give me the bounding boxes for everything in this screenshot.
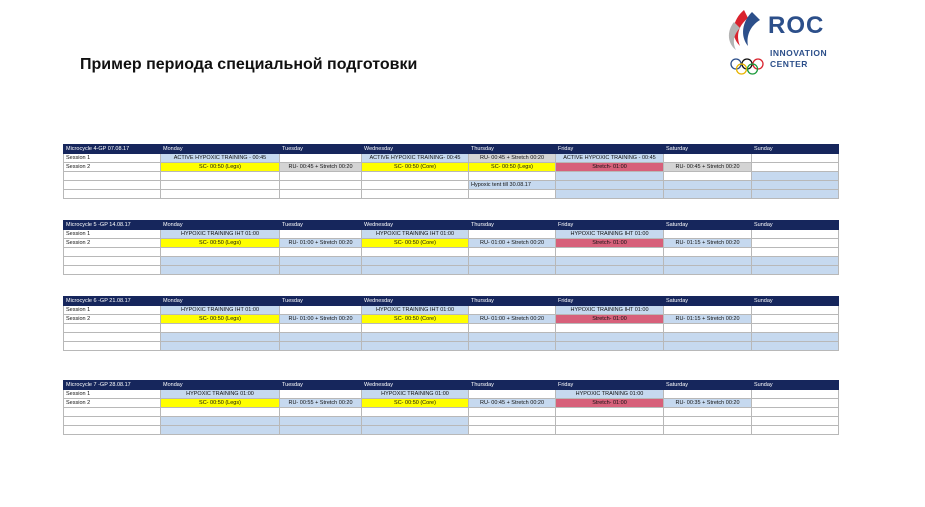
cell[interactable] [161, 181, 280, 190]
cell[interactable] [280, 324, 362, 333]
cell[interactable] [362, 248, 469, 257]
cell[interactable] [752, 257, 839, 266]
cell[interactable] [64, 324, 161, 333]
session-label[interactable]: Session 2 [64, 315, 161, 324]
cell[interactable]: HYPOXIC TRAINING 01:00 [362, 390, 469, 399]
cell[interactable] [469, 230, 556, 239]
cell[interactable] [362, 190, 469, 199]
cell[interactable] [280, 333, 362, 342]
cell[interactable] [362, 172, 469, 181]
cell[interactable]: SC- 00:50 (Core) [362, 163, 469, 172]
cell[interactable] [664, 181, 752, 190]
cell[interactable] [752, 324, 839, 333]
cell[interactable] [664, 266, 752, 275]
cell[interactable] [362, 417, 469, 426]
day-thursday[interactable]: Thursday [469, 145, 556, 154]
cell[interactable] [752, 239, 839, 248]
cell[interactable] [664, 426, 752, 435]
day-tuesday[interactable]: Tuesday [280, 297, 362, 306]
table-row [64, 230, 839, 239]
cell[interactable] [556, 342, 664, 351]
microcycle-label[interactable]: Microcycle 6 -GP 21.08.17 [64, 297, 161, 306]
cell[interactable]: ACTIVE HYPOXIC TRAINING - 00:45 [161, 154, 280, 163]
cell[interactable] [64, 408, 161, 417]
session-label[interactable]: Session 1 [64, 230, 161, 239]
table-row [64, 154, 839, 163]
table-row [64, 426, 839, 435]
microcycle-table-4 [63, 380, 839, 435]
day-tuesday[interactable]: Tuesday [280, 381, 362, 390]
cell[interactable]: RU- 00:45 + Stretch 00:20 [469, 154, 556, 163]
cell[interactable] [664, 408, 752, 417]
day-friday[interactable]: Friday [556, 145, 664, 154]
cell[interactable]: RU- 01:15 + Stretch 00:20 [664, 315, 752, 324]
table-row [64, 342, 839, 351]
cell[interactable] [64, 190, 161, 199]
cell[interactable] [469, 248, 556, 257]
session-label[interactable]: Session 2 [64, 239, 161, 248]
cell[interactable] [664, 257, 752, 266]
cell[interactable] [664, 390, 752, 399]
cell[interactable] [556, 257, 664, 266]
cell[interactable]: RU- 01:00 + Stretch 00:20 [469, 315, 556, 324]
cell[interactable] [161, 172, 280, 181]
day-saturday[interactable]: Saturday [664, 381, 752, 390]
microcycle-table-3 [63, 296, 839, 351]
day-saturday[interactable]: Saturday [664, 297, 752, 306]
day-wednesday[interactable]: Wednesday [362, 221, 469, 230]
table-row [64, 306, 839, 315]
day-sunday[interactable]: Sunday [752, 145, 839, 154]
cell[interactable]: SC- 00:50 (Core) [362, 399, 469, 408]
cell[interactable] [64, 342, 161, 351]
cell[interactable]: HYPOXIC TRAINING 01:00 [161, 390, 280, 399]
cell[interactable] [664, 190, 752, 199]
cell[interactable] [280, 390, 362, 399]
cell[interactable] [752, 333, 839, 342]
day-saturday[interactable]: Saturday [664, 221, 752, 230]
cell[interactable]: SC- 00:50 (Legs) [469, 163, 556, 172]
cell[interactable] [469, 324, 556, 333]
cell[interactable] [752, 408, 839, 417]
cell[interactable] [469, 390, 556, 399]
day-tuesday[interactable]: Tuesday [280, 145, 362, 154]
table-row [64, 408, 839, 417]
cell[interactable] [664, 417, 752, 426]
cell[interactable] [64, 426, 161, 435]
cell[interactable] [161, 408, 280, 417]
table-row [64, 248, 839, 257]
table-row [64, 390, 839, 399]
cell[interactable]: ACTIVE HYPOXIC TRAINING- 00:45 [362, 154, 469, 163]
cell[interactable]: HYPOXIC TRAINING IHT 01:00 [556, 230, 664, 239]
cell[interactable] [362, 181, 469, 190]
cell[interactable]: Stretch- 01:00 [556, 239, 664, 248]
cell[interactable] [161, 248, 280, 257]
microcycle-label[interactable]: Microcycle 4-GP 07.08.17 [64, 145, 161, 154]
cell[interactable]: RU- 00:55 + Stretch 00:20 [280, 399, 362, 408]
table-row [64, 239, 839, 248]
cell[interactable] [280, 230, 362, 239]
roc-logo [726, 6, 856, 78]
header-row [64, 381, 839, 390]
cell[interactable] [469, 172, 556, 181]
cell[interactable] [469, 190, 556, 199]
cell[interactable] [64, 417, 161, 426]
cell[interactable] [752, 399, 839, 408]
cell[interactable] [752, 342, 839, 351]
day-thursday[interactable]: Thursday [469, 297, 556, 306]
cell[interactable] [64, 172, 161, 181]
cell[interactable] [469, 426, 556, 435]
cell[interactable]: RU- 00:35 + Stretch 00:20 [664, 399, 752, 408]
cell[interactable]: Stretch- 01:00 [556, 315, 664, 324]
cell[interactable]: SC- 00:50 (Legs) [161, 163, 280, 172]
cell[interactable] [280, 306, 362, 315]
cell[interactable] [752, 248, 839, 257]
cell[interactable] [64, 257, 161, 266]
cell[interactable] [161, 257, 280, 266]
cell[interactable] [161, 333, 280, 342]
header-row [64, 221, 839, 230]
table-row [64, 190, 839, 199]
cell[interactable] [362, 324, 469, 333]
cell[interactable]: RU- 00:45 + Stretch 00:20 [280, 163, 362, 172]
microcycle-label[interactable]: Microcycle 7 -GP 28.08.17 [64, 381, 161, 390]
cell[interactable] [362, 333, 469, 342]
cell[interactable]: RU- 01:15 + Stretch 00:20 [664, 239, 752, 248]
header-row [64, 145, 839, 154]
day-monday[interactable]: Monday [161, 145, 280, 154]
cell[interactable] [469, 417, 556, 426]
cell[interactable]: HYPOXIC TRAINING IHT 01:00 [362, 306, 469, 315]
cell[interactable] [752, 426, 839, 435]
day-monday[interactable]: Monday [161, 221, 280, 230]
cell[interactable]: RU- 01:00 + Stretch 00:20 [469, 239, 556, 248]
cell[interactable] [280, 154, 362, 163]
cell[interactable] [752, 172, 839, 181]
cell[interactable] [556, 248, 664, 257]
cell[interactable] [664, 172, 752, 181]
cell[interactable] [752, 154, 839, 163]
cell[interactable] [752, 266, 839, 275]
cell[interactable]: HYPOXIC TRAINING 01:00 [556, 390, 664, 399]
cell[interactable] [664, 154, 752, 163]
table-row [64, 257, 839, 266]
cell[interactable] [362, 257, 469, 266]
day-monday[interactable]: Monday [161, 297, 280, 306]
cell[interactable] [556, 333, 664, 342]
cell[interactable] [161, 417, 280, 426]
cell[interactable]: RU- 00:45 + Stretch 00:20 [664, 163, 752, 172]
cell[interactable]: HYPOXIC TRAINING IHT 01:00 [161, 306, 280, 315]
cell[interactable] [280, 426, 362, 435]
cell[interactable] [752, 190, 839, 199]
day-sunday[interactable]: Sunday [752, 381, 839, 390]
cell[interactable] [362, 266, 469, 275]
cell[interactable] [752, 230, 839, 239]
session-label[interactable]: Session 1 [64, 306, 161, 315]
cell[interactable] [280, 417, 362, 426]
cell[interactable] [469, 408, 556, 417]
cell[interactable] [280, 257, 362, 266]
cell[interactable] [664, 324, 752, 333]
cell[interactable] [161, 342, 280, 351]
cell[interactable] [752, 417, 839, 426]
cell[interactable]: SC- 00:50 (Legs) [161, 399, 280, 408]
cell[interactable] [362, 342, 469, 351]
cell[interactable] [752, 306, 839, 315]
cell[interactable] [556, 190, 664, 199]
cell[interactable] [161, 426, 280, 435]
table-row [64, 163, 839, 172]
session-label[interactable]: Session 1 [64, 390, 161, 399]
cell[interactable] [664, 342, 752, 351]
cell[interactable] [469, 306, 556, 315]
cell[interactable]: Stretch- 01:00 [556, 399, 664, 408]
cell[interactable] [362, 408, 469, 417]
cell[interactable]: ACTIVE HYPOXIC TRAINING - 00:45 [556, 154, 664, 163]
cell[interactable] [64, 266, 161, 275]
cell[interactable] [161, 266, 280, 275]
cell[interactable] [556, 181, 664, 190]
day-thursday[interactable]: Thursday [469, 381, 556, 390]
cell[interactable] [362, 426, 469, 435]
header-row [64, 297, 839, 306]
cell[interactable] [556, 324, 664, 333]
table-row [64, 399, 839, 408]
table-row [64, 315, 839, 324]
day-tuesday[interactable]: Tuesday [280, 221, 362, 230]
cell[interactable] [280, 342, 362, 351]
cell[interactable] [469, 342, 556, 351]
cell[interactable]: SC- 00:50 (Core) [362, 315, 469, 324]
table-row [64, 266, 839, 275]
cell[interactable]: RU- 00:45 + Stretch 00:20 [469, 399, 556, 408]
cell[interactable] [556, 266, 664, 275]
cell[interactable] [752, 181, 839, 190]
cell[interactable] [664, 306, 752, 315]
cell[interactable]: HYPOXIC TRAINING IHT 01:00 [161, 230, 280, 239]
microcycle-table-2 [63, 220, 839, 275]
cell[interactable] [280, 190, 362, 199]
cell[interactable] [664, 230, 752, 239]
table-row [64, 417, 839, 426]
cell[interactable] [469, 333, 556, 342]
day-wednesday[interactable]: Wednesday [362, 145, 469, 154]
cell[interactable]: SC- 00:50 (Legs) [161, 239, 280, 248]
page-title: Пример периода специальной подготовки [80, 56, 418, 73]
day-monday[interactable]: Monday [161, 381, 280, 390]
logo-line2: CENTER [770, 59, 808, 69]
microcycle-table-1 [63, 144, 839, 199]
day-wednesday[interactable]: Wednesday [362, 297, 469, 306]
cell[interactable] [469, 257, 556, 266]
cell[interactable] [752, 390, 839, 399]
session-label[interactable]: Session 1 [64, 154, 161, 163]
roc-flame-rings-icon [726, 6, 772, 78]
day-friday[interactable]: Friday [556, 221, 664, 230]
cell[interactable]: HYPOXIC TRAINING IHT 01:00 [556, 306, 664, 315]
table-row [64, 181, 839, 190]
table-row [64, 324, 839, 333]
day-friday[interactable]: Friday [556, 381, 664, 390]
cell[interactable] [280, 181, 362, 190]
cell[interactable]: SC- 00:50 (Core) [362, 239, 469, 248]
cell[interactable] [752, 315, 839, 324]
day-saturday[interactable]: Saturday [664, 145, 752, 154]
cell[interactable] [664, 333, 752, 342]
microcycle-label[interactable]: Microcycle 5 -GP 14.08.17 [64, 221, 161, 230]
logo-line1: INNOVATION [770, 48, 828, 58]
session-label[interactable]: Session 2 [64, 163, 161, 172]
logo-roc-text: ROC [768, 12, 825, 39]
cell[interactable] [556, 172, 664, 181]
cell[interactable]: SC- 00:50 (Legs) [161, 315, 280, 324]
cell[interactable]: RU- 01:00 + Stretch 00:20 [280, 239, 362, 248]
cell[interactable] [556, 426, 664, 435]
cell[interactable] [280, 408, 362, 417]
cell[interactable] [469, 266, 556, 275]
day-sunday[interactable]: Sunday [752, 297, 839, 306]
cell[interactable] [556, 408, 664, 417]
cell[interactable]: HYPOXIC TRAINING IHT 01:00 [362, 230, 469, 239]
cell[interactable] [64, 333, 161, 342]
cell[interactable] [280, 172, 362, 181]
table-row [64, 172, 839, 181]
cell[interactable]: RU- 01:00 + Stretch 00:20 [280, 315, 362, 324]
cell[interactable] [161, 324, 280, 333]
cell[interactable] [161, 190, 280, 199]
day-thursday[interactable]: Thursday [469, 221, 556, 230]
cell[interactable]: Stretch- 01:00 [556, 163, 664, 172]
session-label[interactable]: Session 2 [64, 399, 161, 408]
table-row [64, 333, 839, 342]
cell[interactable] [664, 248, 752, 257]
cell[interactable] [64, 181, 161, 190]
day-wednesday[interactable]: Wednesday [362, 381, 469, 390]
cell[interactable] [64, 248, 161, 257]
cell[interactable]: Hypoxic tent till 30.08.17 [469, 181, 556, 190]
cell[interactable] [280, 248, 362, 257]
cell[interactable] [752, 163, 839, 172]
cell[interactable] [280, 266, 362, 275]
day-sunday[interactable]: Sunday [752, 221, 839, 230]
cell[interactable] [556, 417, 664, 426]
day-friday[interactable]: Friday [556, 297, 664, 306]
